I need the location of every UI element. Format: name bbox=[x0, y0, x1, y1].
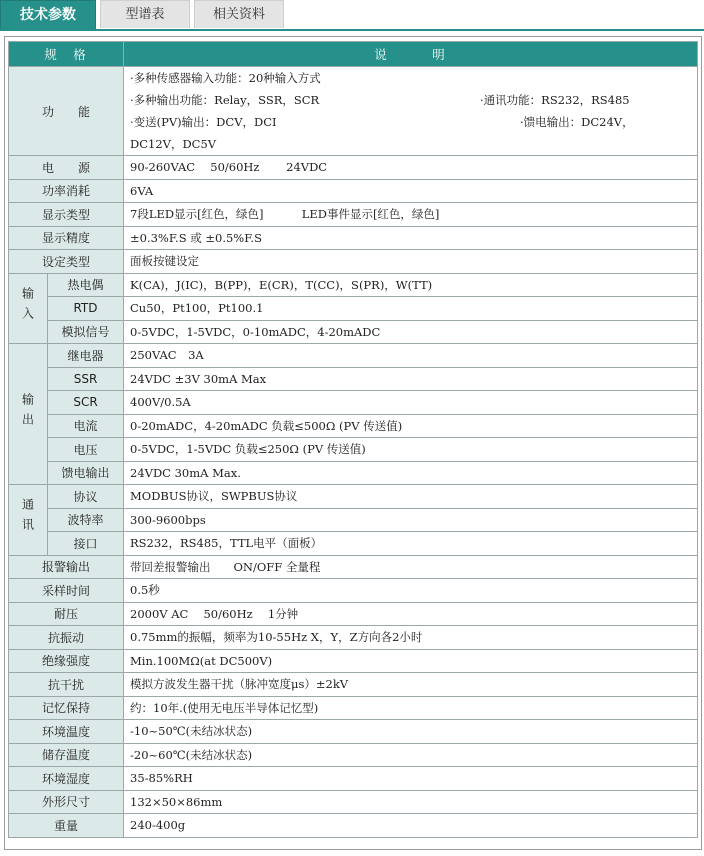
row-label-vibration: 抗振动 bbox=[9, 626, 124, 650]
row-label-power: 电 源 bbox=[9, 156, 124, 180]
row-value-alarm-output: 带回差报警输出 ON/OFF 全量程 bbox=[124, 555, 698, 579]
table-row bbox=[9, 579, 698, 603]
table-row bbox=[9, 320, 698, 344]
tab-related-docs[interactable]: 相关资料 bbox=[194, 0, 284, 28]
table-row bbox=[9, 461, 698, 485]
function-feed: ·馈电输出：DC24V， bbox=[520, 115, 634, 129]
row-value-vibration: 0.75mm的振幅，频率为10-55Hz X，Y，Z方向各2小时 bbox=[124, 626, 698, 650]
table-row bbox=[9, 555, 698, 579]
row-value-withstand-voltage: 2000V AC 50/60Hz 1分钟 bbox=[124, 602, 698, 626]
table-row bbox=[9, 414, 698, 438]
header-description: 说 明 bbox=[124, 42, 698, 67]
row-label-humidity: 环境湿度 bbox=[9, 767, 124, 791]
row-label-anti-interference: 抗干扰 bbox=[9, 673, 124, 697]
spec-table bbox=[8, 41, 698, 838]
row-value-ssr: 24VDC ±3V 30mA Max bbox=[124, 367, 698, 391]
table-row bbox=[9, 179, 698, 203]
table-row bbox=[9, 344, 698, 368]
header-spec: 规 格 bbox=[9, 42, 124, 67]
table-row bbox=[9, 626, 698, 650]
row-label-power-consumption: 功率消耗 bbox=[9, 179, 124, 203]
row-value-interface: RS232，RS485，TTL电平（面板） bbox=[124, 532, 698, 556]
row-label-withstand-voltage: 耐压 bbox=[9, 602, 124, 626]
table-row bbox=[9, 673, 698, 697]
row-label-dimensions: 外形尺寸 bbox=[9, 790, 124, 814]
row-label-insulation: 绝缘强度 bbox=[9, 649, 124, 673]
table-row bbox=[9, 602, 698, 626]
function-comm: ·通讯功能：RS232，RS485 bbox=[480, 93, 630, 107]
function-line-2 bbox=[130, 89, 691, 111]
row-value-sampling-time: 0.5秒 bbox=[124, 579, 698, 603]
row-value-anti-interference: 模拟方波发生器干扰（脉冲宽度μs）±2kV bbox=[124, 673, 698, 697]
row-value-scr: 400V/0.5A bbox=[124, 391, 698, 415]
group-label-output: 输出 bbox=[9, 344, 48, 485]
table-row bbox=[9, 720, 698, 744]
tab-tech-params[interactable]: 技术参数 bbox=[0, 0, 96, 30]
row-label-display-accuracy: 显示精度 bbox=[9, 226, 124, 250]
tab-bar bbox=[0, 0, 704, 30]
row-label-alarm-output: 报警输出 bbox=[9, 555, 124, 579]
row-label-current: 电流 bbox=[48, 414, 124, 438]
row-label-ambient-temp: 环境温度 bbox=[9, 720, 124, 744]
row-label-protocol: 协议 bbox=[48, 485, 124, 509]
table-row bbox=[9, 814, 698, 838]
row-label-analog-signal: 模拟信号 bbox=[48, 320, 124, 344]
table-row bbox=[9, 696, 698, 720]
row-value-baud-rate: 300-9600bps bbox=[124, 508, 698, 532]
table-row bbox=[9, 250, 698, 274]
row-label-weight: 重量 bbox=[9, 814, 124, 838]
table-row bbox=[9, 367, 698, 391]
row-value-dimensions: 132×50×86mm bbox=[124, 790, 698, 814]
row-value-setting-type: 面板按键设定 bbox=[124, 250, 698, 274]
table-row bbox=[9, 156, 698, 180]
row-label-rtd: RTD bbox=[48, 297, 124, 321]
table-row bbox=[9, 297, 698, 321]
table-row bbox=[9, 508, 698, 532]
row-value-relay: 250VAC 3A bbox=[124, 344, 698, 368]
row-value-thermocouple: K(CA)，J(IC)，B(PP)，E(CR)，T(CC)，S(PR)，W(TT) bbox=[124, 273, 698, 297]
table-row bbox=[9, 743, 698, 767]
row-label-storage-temp: 储存温度 bbox=[9, 743, 124, 767]
row-value-analog-signal: 0-5VDC，1-5VDC，0-10mADC，4-20mADC bbox=[124, 320, 698, 344]
row-value-feed-output: 24VDC 30mA Max. bbox=[124, 461, 698, 485]
tab-underline bbox=[0, 29, 704, 31]
row-value-storage-temp: -20~60℃(未结冰状态) bbox=[124, 743, 698, 767]
row-value-humidity: 35-85%RH bbox=[124, 767, 698, 791]
row-label-relay: 继电器 bbox=[48, 344, 124, 368]
table-row bbox=[9, 790, 698, 814]
row-value-power-consumption: 6VA bbox=[124, 179, 698, 203]
table-row bbox=[9, 203, 698, 227]
function-line-1: ·多种传感器输入功能：20种输入方式 bbox=[130, 71, 321, 85]
group-label-input: 输入 bbox=[9, 273, 48, 344]
row-value-memory-retention: 约：10年.(使用无电压半导体记忆型) bbox=[124, 696, 698, 720]
row-label-ssr: SSR bbox=[48, 367, 124, 391]
function-value bbox=[124, 67, 698, 156]
row-value-display-type: 7段LED显示[红色，绿色] LED事件显示[红色，绿色] bbox=[124, 203, 698, 227]
row-label-setting-type: 设定类型 bbox=[9, 250, 124, 274]
row-value-power: 90-260VAC 50/60Hz 24VDC bbox=[124, 156, 698, 180]
row-label-feed-output: 馈电输出 bbox=[48, 461, 124, 485]
row-label-display-type: 显示类型 bbox=[9, 203, 124, 227]
table-row-function bbox=[9, 67, 698, 156]
row-value-insulation: Min.100MΩ(at DC500V) bbox=[124, 649, 698, 673]
row-value-voltage: 0-5VDC，1-5VDC 负载≤250Ω (PV 传送值) bbox=[124, 438, 698, 462]
function-line-3 bbox=[130, 111, 691, 133]
table-row bbox=[9, 767, 698, 791]
row-label-sampling-time: 采样时间 bbox=[9, 579, 124, 603]
row-label-memory-retention: 记忆保持 bbox=[9, 696, 124, 720]
table-row bbox=[9, 532, 698, 556]
row-value-current: 0-20mADC，4-20mADC 负载≤500Ω (PV 传送值) bbox=[124, 414, 698, 438]
table-row bbox=[9, 438, 698, 462]
group-label-communication: 通讯 bbox=[9, 485, 48, 556]
table-header bbox=[9, 42, 698, 67]
table-row bbox=[9, 485, 698, 509]
tab-model-spectrum[interactable]: 型谱表 bbox=[100, 0, 190, 28]
row-label-baud-rate: 波特率 bbox=[48, 508, 124, 532]
row-value-weight: 240-400g bbox=[124, 814, 698, 838]
row-label-thermocouple: 热电偶 bbox=[48, 273, 124, 297]
row-value-protocol: MODBUS协议，SWPBUS协议 bbox=[124, 485, 698, 509]
row-label-voltage: 电压 bbox=[48, 438, 124, 462]
table-row bbox=[9, 649, 698, 673]
function-transmit: ·变送(PV)输出：DCV，DCI bbox=[130, 115, 277, 129]
table-row bbox=[9, 273, 698, 297]
row-value-ambient-temp: -10~50℃(未结冰状态) bbox=[124, 720, 698, 744]
row-value-rtd: Cu50，Pt100，Pt100.1 bbox=[124, 297, 698, 321]
table-row bbox=[9, 226, 698, 250]
function-output: ·多种输出功能：Relay，SSR，SCR bbox=[130, 93, 320, 107]
table-row bbox=[9, 391, 698, 415]
row-label-scr: SCR bbox=[48, 391, 124, 415]
row-value-display-accuracy: ±0.3%F.S 或 ±0.5%F.S bbox=[124, 226, 698, 250]
function-line-4: DC12V，DC5V bbox=[130, 137, 217, 151]
function-label: 功 能 bbox=[9, 67, 124, 156]
row-label-interface: 接口 bbox=[48, 532, 124, 556]
